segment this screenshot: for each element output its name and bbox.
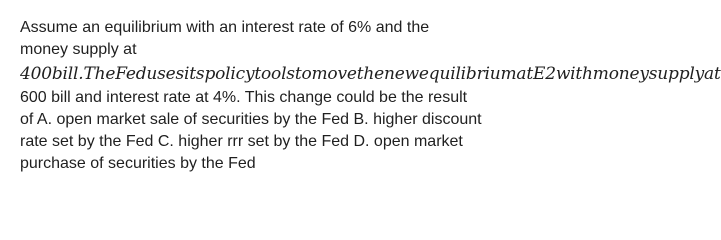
question-line-4: 600 bill and interest rate at 4%. This change could be the result	[20, 89, 468, 106]
question-math-run: 400bill.TheFedusesitspolicytoolstomovethenewequilibriumatE2withmoneysupplyat	[20, 64, 721, 84]
question-line-2: money supply at	[20, 41, 137, 58]
question-line-7: purchase of securities by the Fed	[20, 155, 256, 172]
question-line-5: of A. open market sale of securities by the Fed B. higher discount	[20, 111, 482, 128]
question-text	[20, 17, 721, 175]
question-line-6: rate set by the Fed C. higher rrr set by the Fed D. open market	[20, 133, 463, 150]
question-line-1: Assume an equilibrium with an interest rate of 6% and the	[20, 19, 430, 36]
